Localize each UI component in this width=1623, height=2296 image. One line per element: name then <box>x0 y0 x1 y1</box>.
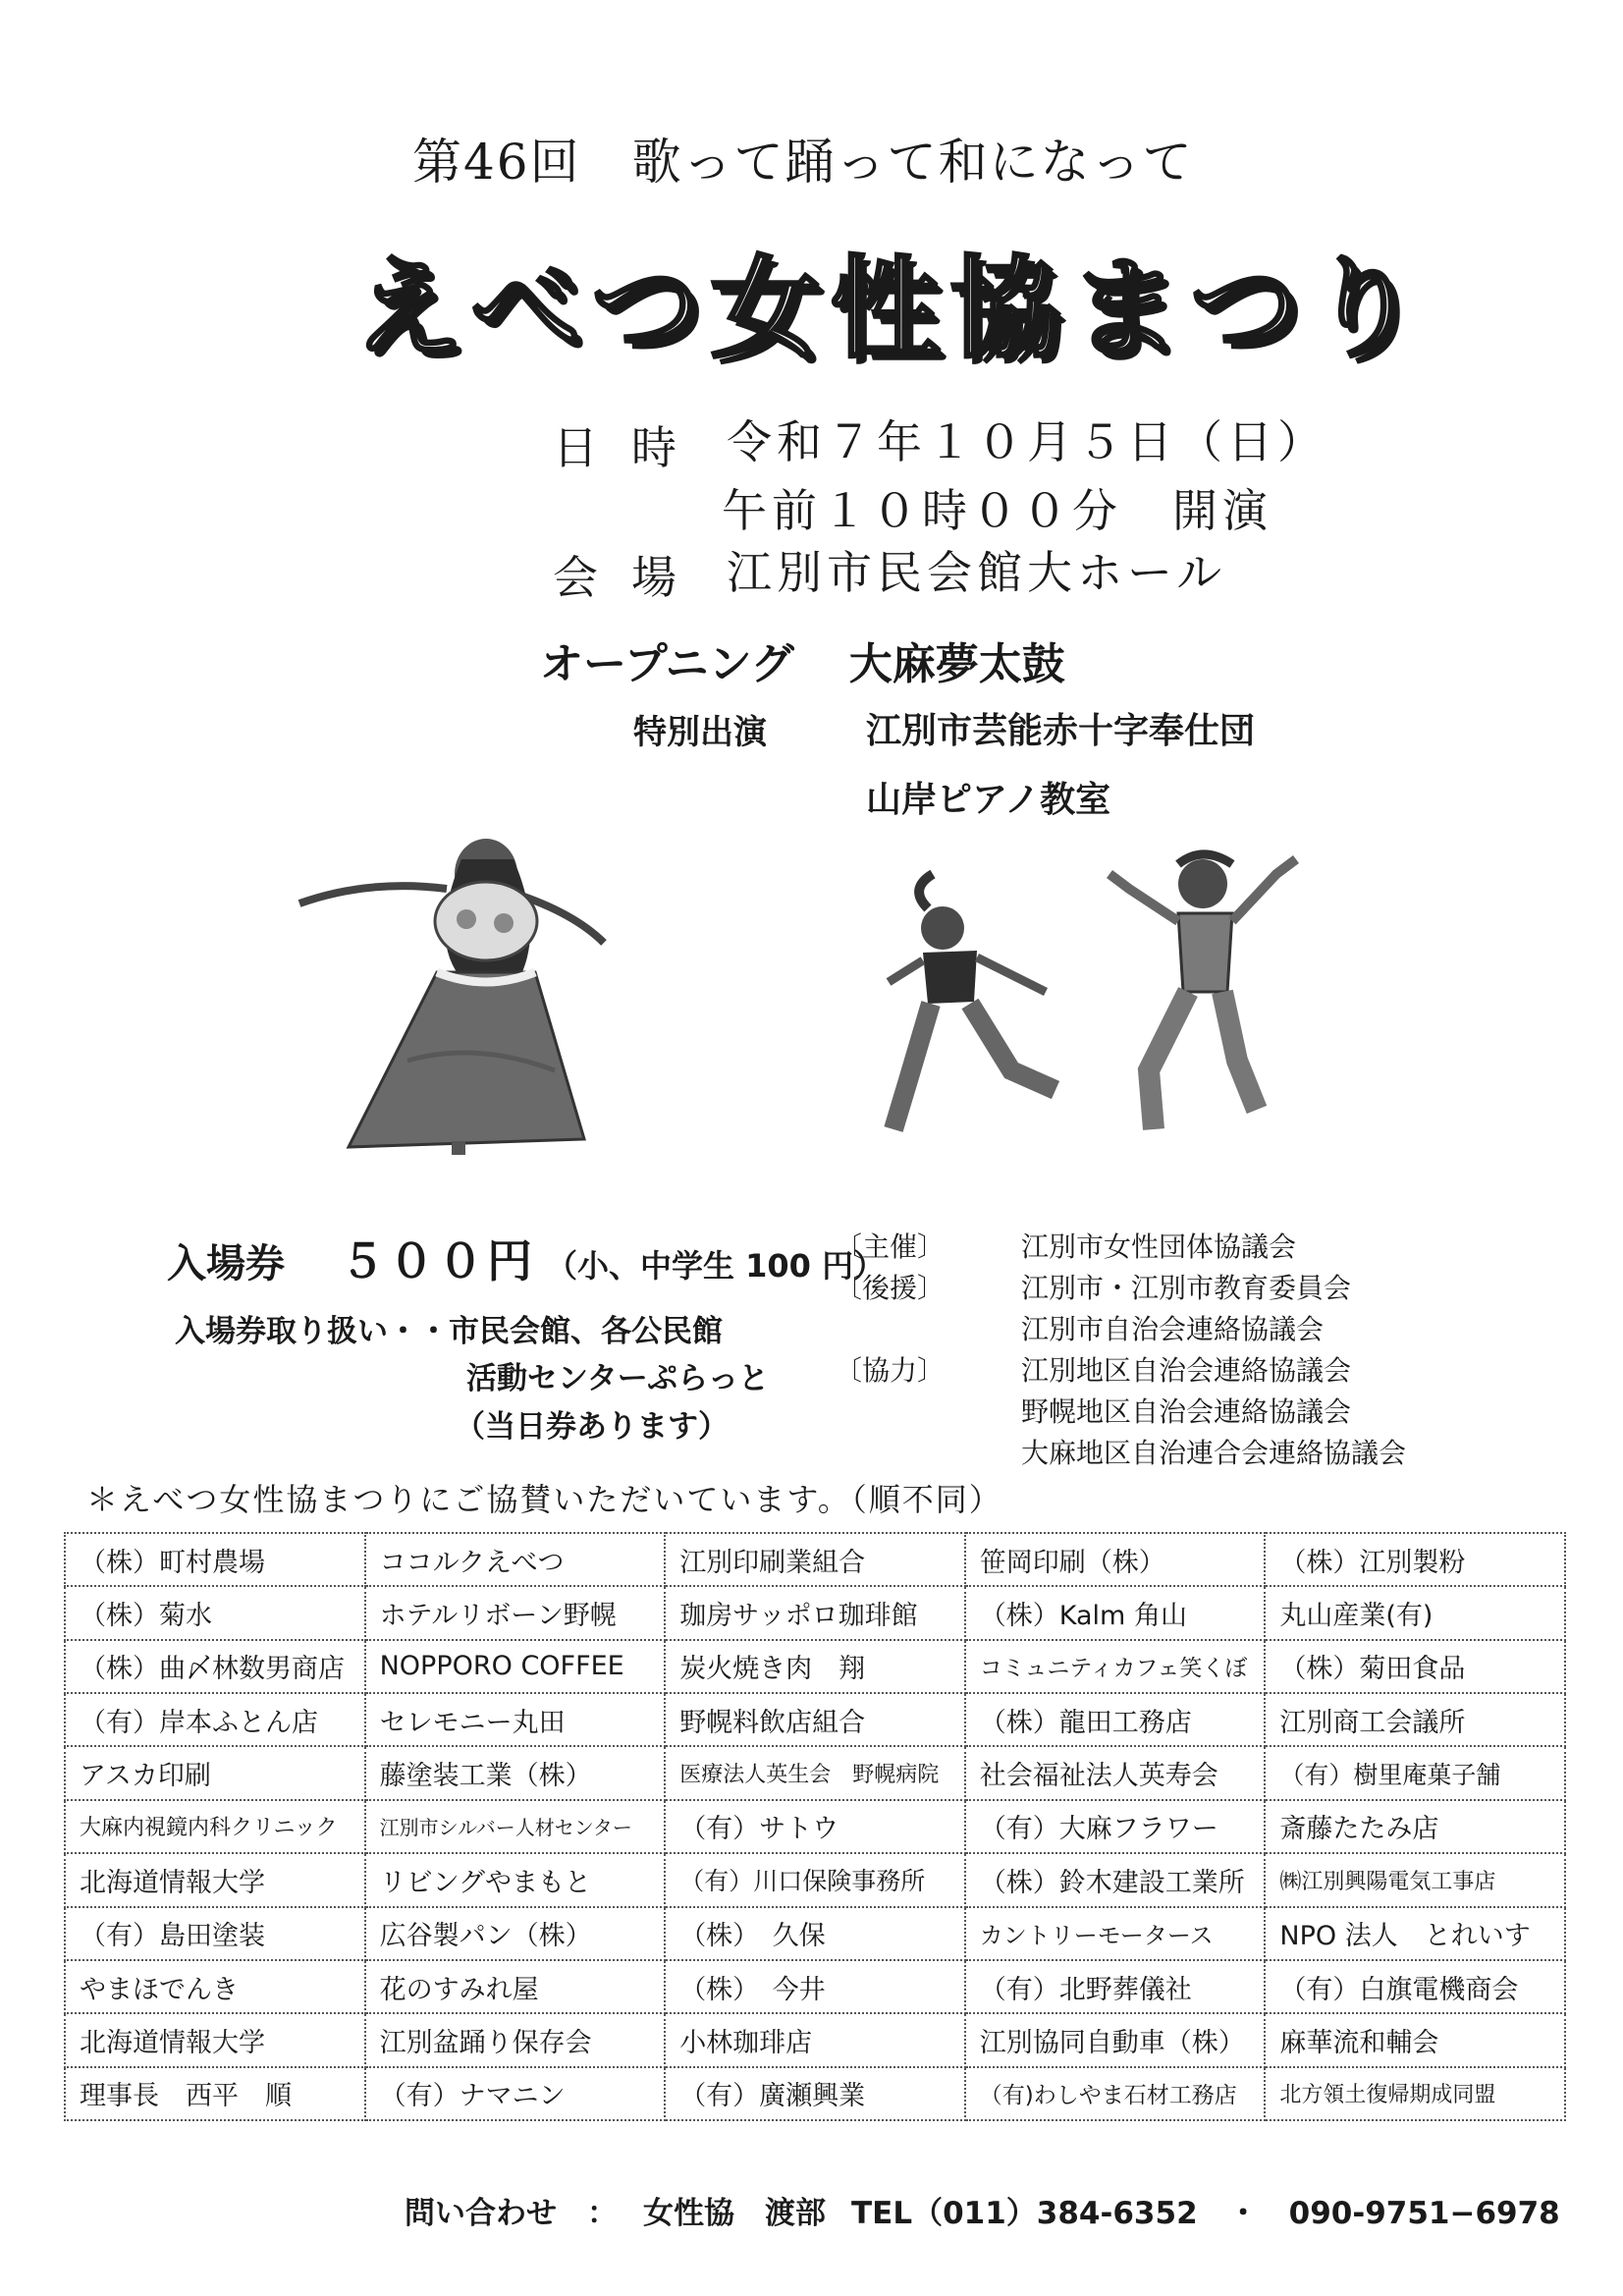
venue-label: 会場 <box>553 551 710 604</box>
sponsor-cell: （有）ナマニン <box>365 2067 666 2120</box>
event-subtitle: 第46回 歌って踊って和になって <box>412 134 1194 191</box>
special-label: 特別出演 <box>633 713 767 752</box>
street-dancers-illustration <box>884 835 1316 1169</box>
sponsor-cell: （有）北野葬儀社 <box>965 1960 1266 2013</box>
sponsor-cell: 江別商工会議所 <box>1265 1693 1565 1746</box>
organizer-name: 江別市女性団体協議会 <box>1021 1230 1297 1263</box>
sponsor-cell: （株）菊水 <box>65 1586 365 1639</box>
organizer-role: 〔協力〕 <box>835 1354 946 1387</box>
sponsor-cell: （有）廣瀬興業 <box>665 2067 965 2120</box>
sponsor-cell: （株）曲〆林数男商店 <box>65 1640 365 1693</box>
sponsor-cell: （株）江別製粉 <box>1265 1533 1565 1586</box>
organizer-name: 江別市自治会連絡協議会 <box>1021 1313 1325 1345</box>
sponsor-cell: カントリーモータース <box>965 1907 1266 1960</box>
sponsor-cell: （株） 久保 <box>665 1907 965 1960</box>
sponsor-cell: NPO 法人 とれいす <box>1265 1907 1565 1960</box>
sponsor-cell: （株）町村農場 <box>65 1533 365 1586</box>
sponsor-cell: 江別市シルバー人材センター <box>365 1800 666 1853</box>
contact-label: 問い合わせ ： <box>405 2196 618 2231</box>
date-label: 日時 <box>553 421 710 474</box>
sponsor-cell: 麻華流和輔会 <box>1265 2013 1565 2066</box>
opening-performer: 大麻夢太鼓 <box>848 639 1065 689</box>
table-row <box>65 1853 1565 1906</box>
same-day-ticket-note: （当日券あります） <box>455 1409 729 1445</box>
organizer-role: 〔後援〕 <box>835 1272 946 1304</box>
sponsor-cell: 医療法人英生会 野幌病院 <box>665 1746 965 1799</box>
sponsor-cell: コミュニティカフェ笑くぼ <box>965 1640 1266 1693</box>
table-row <box>65 1693 1565 1746</box>
contact-name: 女性協 渡部 <box>643 2196 826 2231</box>
sponsor-cell: （有）樹里庵菓子舗 <box>1265 1746 1565 1799</box>
sponsor-cell: 江別協同自動車（株） <box>965 2013 1266 2066</box>
sponsor-cell: 斎藤たたみ店 <box>1265 1800 1565 1853</box>
table-row <box>65 1746 1565 1799</box>
sponsor-cell: 笹岡印刷（株） <box>965 1533 1266 1586</box>
organizer-role: 〔主催〕 <box>835 1230 946 1263</box>
organizer-name: 野幌地区自治会連絡協議会 <box>1021 1395 1352 1428</box>
ticket-price-line <box>167 1226 885 1290</box>
sponsor-cell: （有）大麻フラワー <box>965 1800 1266 1853</box>
sponsor-cell: 珈房サッポロ珈琲館 <box>665 1586 965 1639</box>
event-title: えべつ女性協まつり <box>353 246 1430 373</box>
ticket-sales-extra: 活動センターぷらっと <box>466 1361 770 1396</box>
sponsor-cell: 北海道情報大学 <box>65 2013 365 2066</box>
sponsor-cell: （株）菊田食品 <box>1265 1640 1565 1693</box>
sponsor-cell: （有）白旗電機商会 <box>1265 1960 1565 2013</box>
sponsor-cell: 藤塗装工業（株） <box>365 1746 666 1799</box>
sponsor-cell: （有）サトウ <box>665 1800 965 1853</box>
sponsor-cell: 社会福祉法人英寿会 <box>965 1746 1266 1799</box>
opening-label: オープニング <box>540 639 794 689</box>
sponsor-cell: 丸山産業(有) <box>1265 1586 1565 1639</box>
table-row <box>65 1907 1565 1960</box>
sponsor-cell: 花のすみれ屋 <box>365 1960 666 2013</box>
sponsor-cell: リビングやまもと <box>365 1853 666 1906</box>
venue-value: 江別市民会館大ホール <box>727 546 1227 599</box>
contact-line <box>405 2188 1586 2232</box>
child-price: （小、中学生 100 円） <box>546 1247 886 1285</box>
sponsor-cell: 炭火焼き肉 翔 <box>665 1640 965 1693</box>
sponsor-cell: （株） 今井 <box>665 1960 965 2013</box>
organizer-name: 江別市・江別市教育委員会 <box>1021 1272 1352 1304</box>
contact-tel: TEL（011）384-6352 ・ 090-9751−6978 <box>851 2196 1560 2231</box>
sponsor-cell: ココルクえべつ <box>365 1533 666 1586</box>
special-performer-2: 山岸ピアノ教室 <box>866 780 1111 820</box>
hula-dancer-illustration <box>290 835 643 1159</box>
ticket-sales-outlets: 入場券取り扱い・・市民会館、各公民館 <box>175 1314 723 1349</box>
sponsor-cell: 北海道情報大学 <box>65 1853 365 1906</box>
sponsor-cell: （有）岸本ふとん店 <box>65 1693 365 1746</box>
sponsor-cell: 江別盆踊り保存会 <box>365 2013 666 2066</box>
opening-line <box>540 629 1065 691</box>
sponsor-cell: （株）鈴木建設工業所 <box>965 1853 1266 1906</box>
sponsor-cell: （株）龍田工務店 <box>965 1693 1266 1746</box>
time-value: 午前１０時００分 開演 <box>722 484 1272 537</box>
sponsor-cell: 小林珈琲店 <box>665 2013 965 2066</box>
ticket-label: 入場券 <box>167 1241 285 1286</box>
table-row <box>65 2013 1565 2066</box>
sponsor-cell: セレモニー丸田 <box>365 1693 666 1746</box>
sponsor-cell: ホテルリボーン野幌 <box>365 1586 666 1639</box>
special-performer-1: 江別市芸能赤十字奉仕団 <box>866 711 1256 751</box>
sponsor-cell: 理事長 西平 順 <box>65 2067 365 2120</box>
ticket-price: ５００円 <box>340 1234 536 1287</box>
sponsor-cell: 江別印刷業組合 <box>665 1533 965 1586</box>
sponsor-cell: ㈱江別興陽電気工事店 <box>1265 1853 1565 1906</box>
sponsor-cell: （有）島田塗装 <box>65 1907 365 1960</box>
table-row <box>65 2067 1565 2120</box>
sponsor-cell: アスカ印刷 <box>65 1746 365 1799</box>
table-row <box>65 1800 1565 1853</box>
sponsor-table <box>64 1532 1566 2121</box>
sponsor-cell: やまほでんき <box>65 1960 365 2013</box>
sponsor-cell: 広谷製パン（株） <box>365 1907 666 1960</box>
organizer-name: 大麻地区自治連合会連絡協議会 <box>1021 1437 1407 1469</box>
sponsor-cell: 大麻内視鏡内科クリニック <box>65 1800 365 1853</box>
table-row <box>65 1586 1565 1639</box>
sponsor-cell: NOPPORO COFFEE <box>365 1640 666 1693</box>
organizer-name: 江別地区自治会連絡協議会 <box>1021 1354 1352 1387</box>
table-row <box>65 1640 1565 1693</box>
sponsor-notice: ＊えべつ女性協まつりにご協賛いただいています。（順不同） <box>86 1481 1002 1518</box>
table-row <box>65 1960 1565 2013</box>
table-row <box>65 1533 1565 1586</box>
sponsor-cell: （有)わしやま石材工務店 <box>965 2067 1266 2120</box>
sponsor-cell: （有）川口保険事務所 <box>665 1853 965 1906</box>
date-value: 令和７年１０月５日（日） <box>727 415 1327 468</box>
sponsor-cell: （株）Kalm 角山 <box>965 1586 1266 1639</box>
sponsor-cell: 北方領土復帰期成同盟 <box>1265 2067 1565 2120</box>
sponsor-cell: 野幌料飲店組合 <box>665 1693 965 1746</box>
